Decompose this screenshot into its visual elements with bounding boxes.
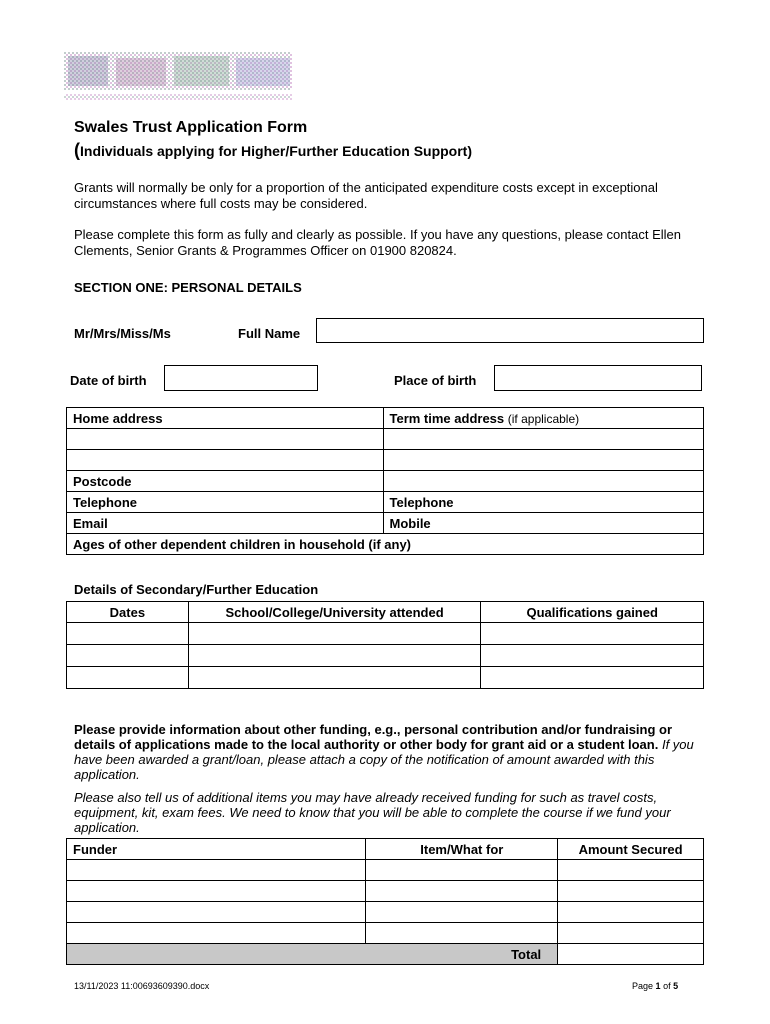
col-dates: Dates <box>67 602 189 623</box>
page-of: of <box>663 981 671 991</box>
swales-trust-logo <box>64 52 294 104</box>
term-postcode-field[interactable] <box>383 471 704 492</box>
intro-paragraph-1: Grants will normally be only for a proportion of the anticipated expenditure costs except in exceptional circumstances where full costs may be considered. <box>74 180 658 211</box>
term-address-header <box>383 408 704 429</box>
total-amount-cell[interactable] <box>558 944 704 965</box>
funder-cell[interactable] <box>67 881 366 902</box>
full-name-label: Full Name <box>238 326 301 341</box>
term-telephone-field[interactable]: Telephone <box>383 492 704 513</box>
col-amount: Amount Secured <box>558 839 704 860</box>
edu-dates-cell[interactable] <box>67 667 189 689</box>
funder-cell[interactable] <box>67 860 366 881</box>
telephone-field[interactable]: Telephone <box>67 492 384 513</box>
amount-cell[interactable] <box>558 902 704 923</box>
funding-bold-text: Please provide information about other funding, e.g., personal contribution and/or fundraising or details of applications made to the local authority or other body for grant aid or a student loan. <box>74 722 673 752</box>
edu-quals-cell[interactable] <box>481 667 704 689</box>
amount-cell[interactable] <box>558 881 704 902</box>
edu-dates-cell[interactable] <box>67 645 189 667</box>
term-address-label: Term time address <box>389 410 505 426</box>
amount-cell[interactable] <box>558 860 704 881</box>
page-number: 1 <box>655 981 661 991</box>
doc-reference: 13/11/2023 11:00693609390.docx <box>74 981 210 991</box>
home-address-line-1[interactable] <box>67 429 384 450</box>
funder-cell[interactable] <box>67 923 366 944</box>
edu-quals-cell[interactable] <box>481 623 704 645</box>
col-school: School/College/University attended <box>188 602 481 623</box>
item-cell[interactable] <box>366 881 558 902</box>
form-title: Swales Trust Application Form <box>74 119 308 136</box>
full-name-input[interactable] <box>316 318 704 343</box>
dob-input[interactable] <box>164 365 318 391</box>
education-table <box>66 601 704 689</box>
col-funder: Funder <box>67 839 366 860</box>
term-address-line-2[interactable] <box>383 450 704 471</box>
home-address-line-2[interactable] <box>67 450 384 471</box>
mobile-field[interactable]: Mobile <box>383 513 704 534</box>
pob-input[interactable] <box>494 365 702 391</box>
funding-italic-text: If you have been awarded a grant/loan, please attach a copy of the notification of amount awarded with this application. <box>74 737 694 782</box>
dob-label: Date of birth <box>70 373 147 388</box>
total-label: Total <box>67 944 558 965</box>
page-total: 5 <box>673 981 679 991</box>
subtitle-text: Individuals applying for Higher/Further Education Support) <box>80 143 473 159</box>
funder-cell[interactable] <box>67 902 366 923</box>
col-qualifications: Qualifications gained <box>481 602 704 623</box>
edu-school-cell[interactable] <box>188 623 481 645</box>
item-cell[interactable] <box>366 902 558 923</box>
term-address-note: (if applicable) <box>507 411 580 426</box>
item-cell[interactable] <box>366 860 558 881</box>
page-indicator <box>632 981 678 991</box>
edu-school-cell[interactable] <box>188 667 481 689</box>
dependents-field[interactable]: Ages of other dependent children in household (if any) <box>67 534 704 555</box>
funding-paragraph-2: Please also tell us of additional items you may have already received funding for such as travel costs, equipment, kit, exam fees. We need to know that you will be able to complete the course if we fund your application. <box>74 790 671 835</box>
address-table <box>66 407 704 555</box>
amount-cell[interactable] <box>558 923 704 944</box>
home-address-header: Home address <box>67 408 384 429</box>
section-one-heading: SECTION ONE: PERSONAL DETAILS <box>74 280 302 295</box>
education-heading: Details of Secondary/Further Education <box>74 582 319 597</box>
edu-dates-cell[interactable] <box>67 623 189 645</box>
edu-quals-cell[interactable] <box>481 645 704 667</box>
form-subtitle <box>74 140 472 161</box>
subtitle-paren: ( <box>74 140 80 160</box>
item-cell[interactable] <box>366 923 558 944</box>
funding-table <box>66 838 704 965</box>
postcode-field[interactable]: Postcode <box>67 471 384 492</box>
col-item: Item/What for <box>366 839 558 860</box>
page-prefix: Page <box>632 981 654 991</box>
title-label: Mr/Mrs/Miss/Ms <box>74 326 171 341</box>
term-address-line-1[interactable] <box>383 429 704 450</box>
email-field[interactable]: Email <box>67 513 384 534</box>
pob-label: Place of birth <box>394 373 477 388</box>
edu-school-cell[interactable] <box>188 645 481 667</box>
funding-instructions <box>74 722 699 782</box>
intro-paragraph-2: Please complete this form as fully and clearly as possible. If you have any questions, please contact Ellen Clements, Senior Grants & Programmes Officer on 01900 820824. <box>74 227 681 258</box>
